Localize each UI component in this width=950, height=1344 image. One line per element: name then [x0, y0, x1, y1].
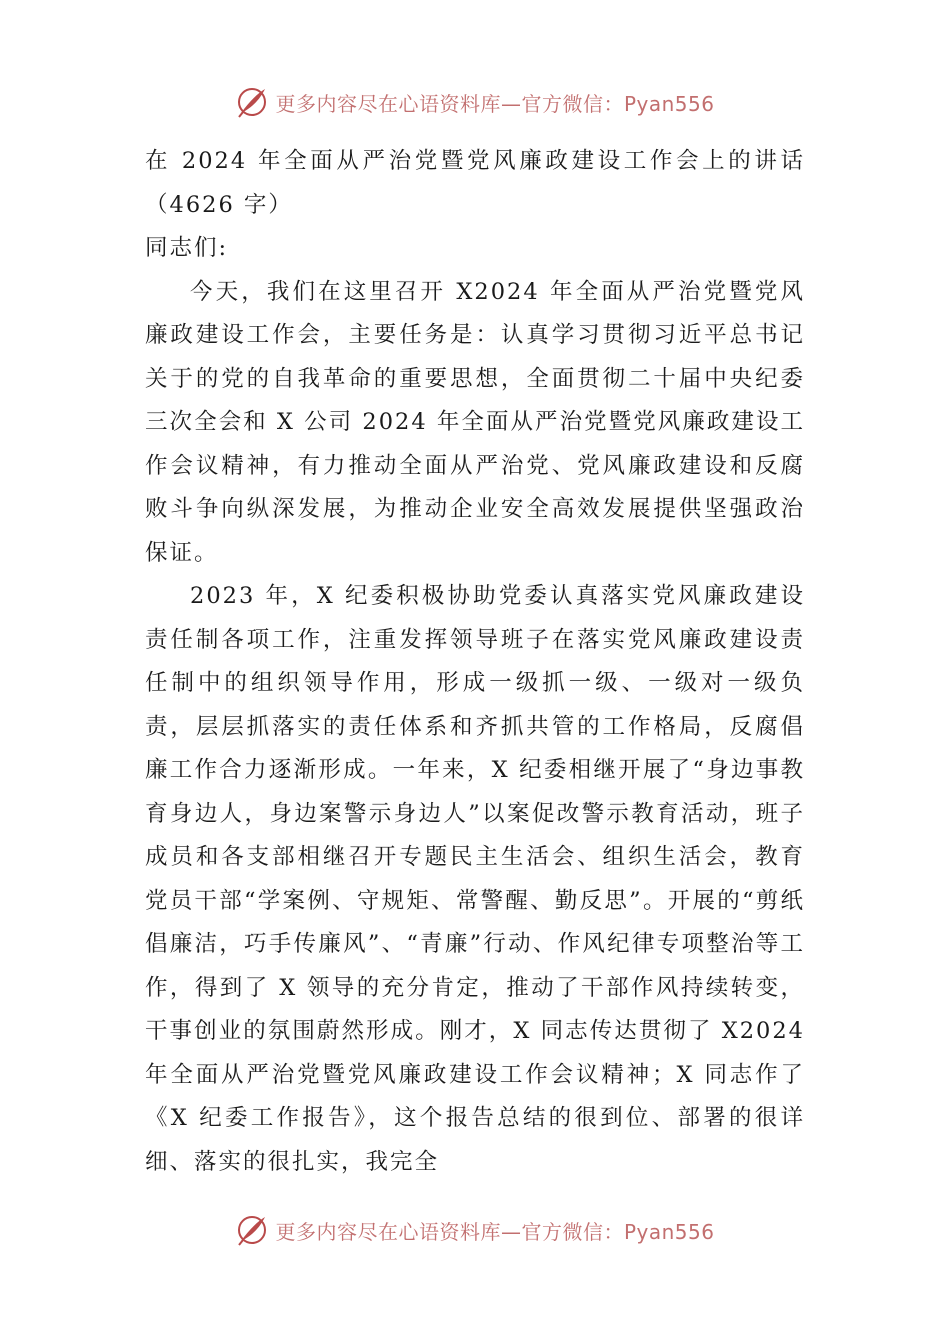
header-banner — [0, 82, 950, 122]
paragraph-1: 今天，我们在这里召开 X2024 年全面从严治党暨党风廉政建设工作会，主要任务是：认真学习贯彻习近平总书记关于的党的自我革命的重要思想，全面贯彻二十届中央纪委三次全会和 X 公司 2024 年全面从严治党暨党风廉政建设工作会议精神，有力推动全面从严治党、党风廉政建设和反腐败斗争向纵深发展，为推动企业安全高效发展提供坚强政治保证。 — [145, 278, 805, 566]
salutation: 同志们: — [145, 235, 229, 261]
document-body — [145, 140, 805, 1184]
paragraph-2: 2023 年，X 纪委积极协助党委认真落实党风廉政建设责任制各项工作，注重发挥领导班子在落实党风廉政建设责任制中的组织领导作用，形成一级抓一级、一级对一级负责，层层抓落实的责任体系和齐抓共管的工作格局，反腐倡廉工作合力逐渐形成。一年来，X 纪委相继开展了“身边事教育身边人，身边案警示身边人”以案促改警示教育活动，班子成员和各支部相继召开专题民主生活会、组织生活会，教育党员干部“学案例、守规矩、常警醒、勤反思”。开展的“剪纸倡廉洁，巧手传廉风”、“青廉”行动、作风纪律专项整治等工作，得到了 X 领导的充分肯定，推动了干部作风持续转变，干事创业的氛围蔚然形成。刚才，X 同志传达贯彻了 X2024 年全面从严治党暨党风廉政建设工作会议精神；X 同志作了《X 纪委工作报告》，这个报告总结的很到位、部署的很详细、落实的很扎实，我完全 — [145, 583, 805, 1175]
footer-banner-text: 更多内容尽在心语资料库—官方微信：Pyan556 — [275, 1219, 715, 1244]
footer-banner — [0, 1210, 950, 1250]
quill-logo-icon — [235, 1213, 269, 1247]
quill-logo-icon — [235, 85, 269, 119]
document-title: 在 2024 年全面从严治党暨党风廉政建设工作会上的讲话（4626 字） — [145, 148, 805, 218]
header-banner-text: 更多内容尽在心语资料库—官方微信：Pyan556 — [275, 91, 715, 116]
